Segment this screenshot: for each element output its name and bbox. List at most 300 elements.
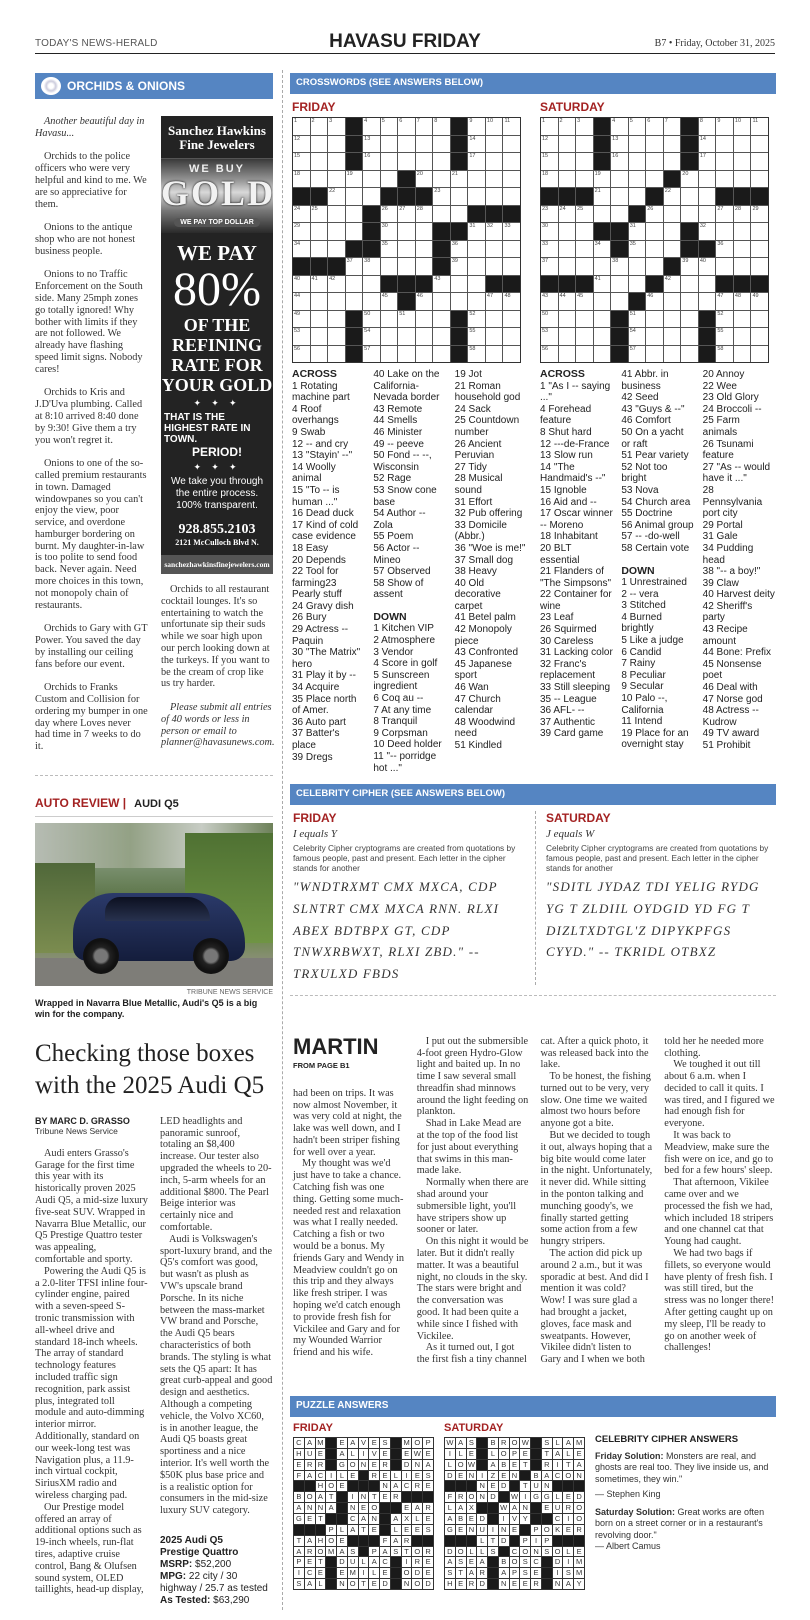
grid-cell[interactable] <box>346 188 363 205</box>
grid-cell[interactable] <box>293 153 310 170</box>
grid-cell[interactable] <box>611 188 628 205</box>
grid-cell[interactable] <box>541 328 558 345</box>
grid-cell[interactable] <box>433 171 450 188</box>
grid-cell[interactable] <box>433 276 450 293</box>
grid-cell[interactable] <box>381 136 398 153</box>
grid-cell[interactable] <box>734 171 751 188</box>
grid-cell[interactable] <box>751 171 768 188</box>
grid-cell[interactable] <box>576 171 593 188</box>
grid-cell[interactable] <box>381 241 398 258</box>
grid-cell[interactable] <box>629 241 646 258</box>
grid-cell[interactable] <box>611 293 628 310</box>
grid-cell[interactable] <box>576 136 593 153</box>
grid-cell[interactable] <box>346 276 363 293</box>
grid-cell[interactable] <box>699 206 716 223</box>
grid-cell[interactable] <box>503 188 520 205</box>
grid-cell[interactable] <box>503 118 520 135</box>
grid-cell[interactable] <box>734 206 751 223</box>
grid-cell[interactable] <box>716 311 733 328</box>
grid-cell[interactable] <box>541 118 558 135</box>
grid-cell[interactable] <box>381 206 398 223</box>
grid-cell[interactable] <box>398 223 415 240</box>
grid-cell[interactable] <box>486 153 503 170</box>
grid-cell[interactable] <box>468 223 485 240</box>
grid-cell[interactable] <box>646 346 663 363</box>
grid-cell[interactable] <box>433 293 450 310</box>
grid-cell[interactable] <box>433 328 450 345</box>
grid-cell[interactable] <box>398 311 415 328</box>
grid-cell[interactable] <box>541 346 558 363</box>
grid-cell[interactable] <box>611 153 628 170</box>
grid-cell[interactable] <box>716 171 733 188</box>
grid-cell[interactable] <box>559 118 576 135</box>
grid-cell[interactable] <box>416 328 433 345</box>
grid-cell[interactable] <box>416 241 433 258</box>
grid-cell[interactable] <box>363 136 380 153</box>
grid-cell[interactable] <box>664 118 681 135</box>
grid-cell[interactable] <box>433 346 450 363</box>
grid-cell[interactable] <box>503 241 520 258</box>
grid-cell[interactable] <box>416 346 433 363</box>
grid-cell[interactable] <box>559 136 576 153</box>
grid-cell[interactable] <box>503 223 520 240</box>
grid-cell[interactable] <box>503 153 520 170</box>
grid-cell[interactable] <box>363 346 380 363</box>
grid-cell[interactable] <box>328 328 345 345</box>
grid-cell[interactable] <box>716 258 733 275</box>
grid-cell[interactable] <box>503 293 520 310</box>
grid-cell[interactable] <box>751 223 768 240</box>
grid-cell[interactable] <box>398 346 415 363</box>
grid-cell[interactable] <box>576 223 593 240</box>
grid-cell[interactable] <box>311 118 328 135</box>
grid-cell[interactable] <box>594 188 611 205</box>
grid-cell[interactable] <box>611 118 628 135</box>
grid-cell[interactable] <box>664 188 681 205</box>
grid-cell[interactable] <box>293 346 310 363</box>
grid-cell[interactable] <box>381 346 398 363</box>
grid-cell[interactable] <box>468 311 485 328</box>
grid-cell[interactable] <box>468 293 485 310</box>
grid-cell[interactable] <box>646 171 663 188</box>
grid-cell[interactable] <box>751 293 768 310</box>
grid-cell[interactable] <box>363 293 380 310</box>
grid-cell[interactable] <box>328 293 345 310</box>
grid-cell[interactable] <box>646 293 663 310</box>
grid-cell[interactable] <box>559 171 576 188</box>
grid-cell[interactable] <box>559 223 576 240</box>
grid-cell[interactable] <box>716 136 733 153</box>
grid-cell[interactable] <box>541 293 558 310</box>
grid-cell[interactable] <box>293 118 310 135</box>
grid-cell[interactable] <box>486 346 503 363</box>
grid-cell[interactable] <box>398 328 415 345</box>
grid-cell[interactable] <box>451 206 468 223</box>
grid-cell[interactable] <box>486 223 503 240</box>
ad-website[interactable]: sanchezhawkinsfinejewelers.com <box>161 555 273 574</box>
grid-cell[interactable] <box>541 153 558 170</box>
answer-cell: N <box>412 1460 422 1470</box>
answer-cell: U <box>477 1525 487 1535</box>
grid-cell[interactable] <box>346 293 363 310</box>
grid-cell[interactable] <box>293 223 310 240</box>
grid-cell[interactable] <box>468 136 485 153</box>
grid-cell[interactable] <box>311 223 328 240</box>
grid-cell[interactable] <box>664 136 681 153</box>
grid-cell[interactable] <box>716 206 733 223</box>
grid-cell[interactable] <box>363 153 380 170</box>
grid-cell[interactable] <box>293 171 310 188</box>
grid-cell[interactable] <box>734 153 751 170</box>
black-cell <box>423 1536 433 1546</box>
grid-cell[interactable] <box>346 206 363 223</box>
grid-cell[interactable] <box>699 118 716 135</box>
grid-cell[interactable] <box>311 136 328 153</box>
grid-cell[interactable] <box>398 258 415 275</box>
grid-cell[interactable] <box>664 223 681 240</box>
grid-cell[interactable] <box>311 346 328 363</box>
grid-cell[interactable] <box>346 171 363 188</box>
grid-cell[interactable] <box>346 223 363 240</box>
grid-cell[interactable] <box>576 311 593 328</box>
grid-cell[interactable] <box>716 241 733 258</box>
grid-cell[interactable] <box>486 293 503 310</box>
grid-cell[interactable] <box>398 241 415 258</box>
grid-cell[interactable] <box>468 346 485 363</box>
grid-cell[interactable] <box>699 153 716 170</box>
grid-cell[interactable] <box>681 328 698 345</box>
grid-cell[interactable] <box>451 276 468 293</box>
grid-cell[interactable] <box>503 311 520 328</box>
grid-cell[interactable] <box>576 346 593 363</box>
grid-cell[interactable] <box>486 171 503 188</box>
grid-cell[interactable] <box>346 258 363 275</box>
grid-cell[interactable] <box>328 153 345 170</box>
grid-cell[interactable] <box>646 328 663 345</box>
grid-cell[interactable] <box>363 276 380 293</box>
grid-cell[interactable] <box>486 258 503 275</box>
grid-cell[interactable] <box>503 346 520 363</box>
grid-cell[interactable] <box>363 328 380 345</box>
grid-cell[interactable] <box>398 206 415 223</box>
black-cell <box>488 1568 498 1578</box>
grid-cell[interactable] <box>416 153 433 170</box>
grid-cell[interactable] <box>328 118 345 135</box>
grid-cell[interactable] <box>681 293 698 310</box>
grid-cell[interactable] <box>468 118 485 135</box>
grid-cell[interactable] <box>541 223 558 240</box>
grid-cell[interactable] <box>611 206 628 223</box>
grid-cell[interactable] <box>716 328 733 345</box>
grid-cell[interactable] <box>293 293 310 310</box>
grid-cell[interactable] <box>311 241 328 258</box>
grid-cell[interactable] <box>486 241 503 258</box>
grid-cell[interactable] <box>398 136 415 153</box>
grid-cell[interactable] <box>576 328 593 345</box>
grid-cell[interactable] <box>451 241 468 258</box>
grid-cell[interactable] <box>293 276 310 293</box>
grid-cell[interactable] <box>611 171 628 188</box>
grid-cell[interactable] <box>328 206 345 223</box>
grid-cell[interactable] <box>751 328 768 345</box>
grid-cell[interactable] <box>486 311 503 328</box>
grid-cell[interactable] <box>468 153 485 170</box>
crossword-grid[interactable] <box>540 117 769 363</box>
grid-cell[interactable] <box>594 241 611 258</box>
grid-cell[interactable] <box>559 311 576 328</box>
grid-cell[interactable] <box>576 293 593 310</box>
grid-cell[interactable] <box>716 293 733 310</box>
grid-cell[interactable] <box>751 241 768 258</box>
grid-cell[interactable] <box>681 346 698 363</box>
jeweler-advertisement[interactable] <box>161 116 276 574</box>
grid-cell[interactable] <box>451 188 468 205</box>
grid-cell[interactable] <box>629 118 646 135</box>
answer-cell: L <box>337 1525 347 1535</box>
grid-cell[interactable] <box>311 311 328 328</box>
grid-cell[interactable] <box>664 311 681 328</box>
grid-cell[interactable] <box>311 153 328 170</box>
grid-cell[interactable] <box>433 188 450 205</box>
grid-cell[interactable] <box>699 293 716 310</box>
grid-cell[interactable] <box>646 311 663 328</box>
grid-cell[interactable] <box>293 206 310 223</box>
grid-cell[interactable] <box>503 136 520 153</box>
grid-cell[interactable] <box>328 223 345 240</box>
grid-cell[interactable] <box>328 171 345 188</box>
grid-cell[interactable] <box>629 136 646 153</box>
grid-cell[interactable] <box>629 153 646 170</box>
grid-cell[interactable] <box>681 188 698 205</box>
grid-cell[interactable] <box>629 223 646 240</box>
grid-cell[interactable] <box>541 136 558 153</box>
grid-cell[interactable] <box>646 118 663 135</box>
grid-cell[interactable] <box>629 258 646 275</box>
grid-cell[interactable] <box>381 118 398 135</box>
grid-cell[interactable] <box>594 258 611 275</box>
grid-cell[interactable] <box>328 241 345 258</box>
grid-cell[interactable] <box>646 241 663 258</box>
grid-cell[interactable] <box>594 346 611 363</box>
grid-cell[interactable] <box>576 258 593 275</box>
grid-cell[interactable] <box>699 171 716 188</box>
grid-cell[interactable] <box>629 171 646 188</box>
grid-cell[interactable] <box>576 241 593 258</box>
grid-cell[interactable] <box>416 206 433 223</box>
grid-cell[interactable] <box>629 328 646 345</box>
grid-cell[interactable] <box>468 241 485 258</box>
grid-cell[interactable] <box>433 311 450 328</box>
grid-cell[interactable] <box>541 311 558 328</box>
grid-cell[interactable] <box>734 293 751 310</box>
grid-cell[interactable] <box>381 171 398 188</box>
grid-cell[interactable] <box>381 258 398 275</box>
grid-cell[interactable] <box>293 328 310 345</box>
grid-cell[interactable] <box>468 258 485 275</box>
grid-cell[interactable] <box>433 206 450 223</box>
grid-cell[interactable] <box>664 293 681 310</box>
grid-cell[interactable] <box>311 171 328 188</box>
grid-cell[interactable] <box>468 328 485 345</box>
grid-cell[interactable] <box>594 171 611 188</box>
grid-cell[interactable] <box>751 118 768 135</box>
grid-cell[interactable] <box>716 346 733 363</box>
grid-cell[interactable] <box>629 276 646 293</box>
grid-cell[interactable] <box>699 223 716 240</box>
grid-cell[interactable] <box>541 241 558 258</box>
grid-cell[interactable] <box>381 328 398 345</box>
grid-cell[interactable] <box>751 258 768 275</box>
grid-cell[interactable] <box>681 311 698 328</box>
grid-cell[interactable] <box>646 258 663 275</box>
grid-cell[interactable] <box>416 223 433 240</box>
grid-cell[interactable] <box>629 346 646 363</box>
grid-cell[interactable] <box>468 171 485 188</box>
grid-cell[interactable] <box>293 311 310 328</box>
grid-cell[interactable] <box>734 118 751 135</box>
grid-cell[interactable] <box>559 328 576 345</box>
grid-cell[interactable] <box>751 136 768 153</box>
grid-cell[interactable] <box>503 171 520 188</box>
grid-cell[interactable] <box>381 223 398 240</box>
grid-cell[interactable] <box>734 136 751 153</box>
grid-cell[interactable] <box>311 328 328 345</box>
grid-cell[interactable] <box>611 276 628 293</box>
grid-cell[interactable] <box>594 206 611 223</box>
grid-cell[interactable] <box>681 276 698 293</box>
grid-cell[interactable] <box>734 258 751 275</box>
grid-cell[interactable] <box>699 276 716 293</box>
grid-cell[interactable] <box>629 311 646 328</box>
grid-cell[interactable] <box>486 136 503 153</box>
grid-cell[interactable] <box>716 223 733 240</box>
grid-cell[interactable] <box>594 328 611 345</box>
grid-cell[interactable] <box>416 311 433 328</box>
grid-cell[interactable] <box>416 293 433 310</box>
grid-cell[interactable] <box>381 153 398 170</box>
grid-cell[interactable] <box>611 258 628 275</box>
grid-cell[interactable] <box>311 206 328 223</box>
grid-cell[interactable] <box>381 293 398 310</box>
grid-cell[interactable] <box>293 136 310 153</box>
grid-cell[interactable] <box>363 311 380 328</box>
grid-cell[interactable] <box>559 346 576 363</box>
grid-cell[interactable] <box>416 258 433 275</box>
grid-cell[interactable] <box>451 293 468 310</box>
grid-cell[interactable] <box>486 328 503 345</box>
answer-cell: I <box>402 1471 412 1481</box>
grid-cell[interactable] <box>734 241 751 258</box>
grid-cell[interactable] <box>646 136 663 153</box>
grid-cell[interactable] <box>576 153 593 170</box>
grid-cell[interactable] <box>311 276 328 293</box>
grid-cell[interactable] <box>559 153 576 170</box>
grid-cell[interactable] <box>699 258 716 275</box>
grid-cell[interactable] <box>611 136 628 153</box>
grid-cell[interactable] <box>734 328 751 345</box>
grid-cell[interactable] <box>363 188 380 205</box>
grid-cell[interactable] <box>664 153 681 170</box>
grid-cell[interactable] <box>503 258 520 275</box>
grid-cell[interactable] <box>594 293 611 310</box>
grid-cell[interactable] <box>293 241 310 258</box>
grid-cell[interactable] <box>559 241 576 258</box>
grid-cell[interactable] <box>559 206 576 223</box>
grid-cell[interactable] <box>559 293 576 310</box>
grid-cell[interactable] <box>734 223 751 240</box>
grid-cell[interactable] <box>699 188 716 205</box>
grid-cell[interactable] <box>416 171 433 188</box>
grid-cell[interactable] <box>734 311 751 328</box>
grid-cell[interactable] <box>664 241 681 258</box>
grid-cell[interactable] <box>681 206 698 223</box>
grid-cell[interactable] <box>646 223 663 240</box>
grid-cell[interactable] <box>751 206 768 223</box>
grid-cell[interactable] <box>451 171 468 188</box>
grid-cell[interactable] <box>751 346 768 363</box>
grid-cell[interactable] <box>328 188 345 205</box>
grid-cell[interactable] <box>646 153 663 170</box>
grid-cell[interactable] <box>541 206 558 223</box>
grid-cell[interactable] <box>559 258 576 275</box>
grid-cell[interactable] <box>664 346 681 363</box>
grid-cell[interactable] <box>416 118 433 135</box>
grid-cell[interactable] <box>416 136 433 153</box>
grid-cell[interactable] <box>716 153 733 170</box>
grid-cell[interactable] <box>363 171 380 188</box>
grid-cell[interactable] <box>576 206 593 223</box>
grid-cell[interactable] <box>398 118 415 135</box>
grid-cell[interactable] <box>468 276 485 293</box>
grid-cell[interactable] <box>328 136 345 153</box>
grid-cell[interactable] <box>328 346 345 363</box>
grid-cell[interactable] <box>716 118 733 135</box>
grid-cell[interactable] <box>664 276 681 293</box>
grid-cell[interactable] <box>646 206 663 223</box>
grid-cell[interactable] <box>363 258 380 275</box>
grid-cell[interactable] <box>751 311 768 328</box>
grid-cell[interactable] <box>699 136 716 153</box>
grid-cell[interactable] <box>328 311 345 328</box>
grid-cell[interactable] <box>751 153 768 170</box>
grid-cell[interactable] <box>664 206 681 223</box>
grid-cell[interactable] <box>451 258 468 275</box>
grid-cell[interactable] <box>311 293 328 310</box>
grid-cell[interactable] <box>381 311 398 328</box>
grid-cell[interactable] <box>594 276 611 293</box>
grid-cell[interactable] <box>541 258 558 275</box>
grid-cell[interactable] <box>328 276 345 293</box>
grid-cell[interactable] <box>734 346 751 363</box>
grid-cell[interactable] <box>468 188 485 205</box>
grid-cell[interactable] <box>433 118 450 135</box>
grid-cell[interactable] <box>576 118 593 135</box>
grid-cell[interactable] <box>363 118 380 135</box>
crossword-grid[interactable] <box>292 117 521 363</box>
grid-cell[interactable] <box>398 153 415 170</box>
grid-cell[interactable] <box>541 171 558 188</box>
grid-cell[interactable] <box>681 258 698 275</box>
grid-cell[interactable] <box>503 328 520 345</box>
grid-cell[interactable] <box>486 118 503 135</box>
grid-cell[interactable] <box>681 171 698 188</box>
grid-cell[interactable] <box>486 188 503 205</box>
grid-cell[interactable] <box>664 328 681 345</box>
grid-cell[interactable] <box>594 311 611 328</box>
grid-cell[interactable] <box>629 188 646 205</box>
grid-cell[interactable] <box>433 136 450 153</box>
grid-cell[interactable] <box>433 153 450 170</box>
